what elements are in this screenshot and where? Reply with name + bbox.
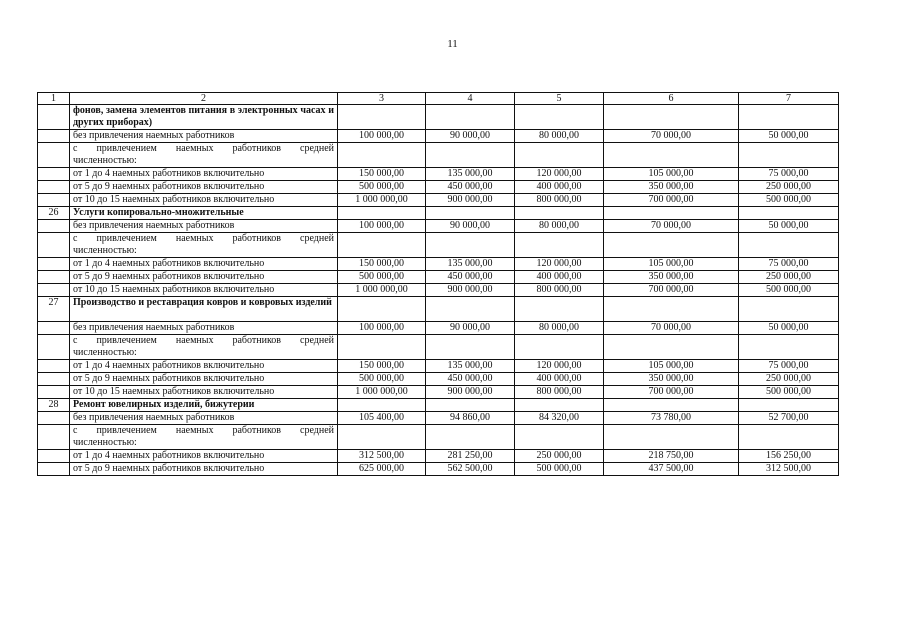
amount-cell-col5: 400 000,00 bbox=[515, 271, 604, 284]
section-title: Ремонт ювелирных изделий, бижутерии bbox=[70, 399, 338, 412]
row-number bbox=[38, 130, 70, 143]
table-row bbox=[38, 271, 839, 284]
column-header-1: 1 bbox=[38, 93, 70, 105]
amount-cell-col4: 900 000,00 bbox=[426, 386, 515, 399]
row-number bbox=[38, 258, 70, 271]
amount-cell-col4 bbox=[426, 233, 515, 258]
section-title-row bbox=[38, 297, 839, 322]
amount-cell-col4 bbox=[426, 143, 515, 168]
amount-cell-col5: 500 000,00 bbox=[515, 463, 604, 476]
amount-cell-col5 bbox=[515, 105, 604, 130]
table-row bbox=[38, 143, 839, 168]
amount-cell-col4: 94 860,00 bbox=[426, 412, 515, 425]
table-row bbox=[38, 386, 839, 399]
amount-cell-col7: 50 000,00 bbox=[739, 220, 839, 233]
amount-cell-col6 bbox=[604, 335, 739, 360]
amount-cell-col3 bbox=[338, 105, 426, 130]
row-number bbox=[38, 181, 70, 194]
table-row bbox=[38, 373, 839, 386]
amount-cell-col5: 800 000,00 bbox=[515, 284, 604, 297]
row-number bbox=[38, 373, 70, 386]
table-row bbox=[38, 360, 839, 373]
row-description: без привлечения наемных работников bbox=[70, 322, 338, 335]
table-row bbox=[38, 168, 839, 181]
amount-cell-col7 bbox=[739, 105, 839, 130]
amount-cell-col4: 450 000,00 bbox=[426, 181, 515, 194]
column-header-3: 3 bbox=[338, 93, 426, 105]
amount-cell-col7: 75 000,00 bbox=[739, 360, 839, 373]
amount-cell-col7: 500 000,00 bbox=[739, 194, 839, 207]
amount-cell-col6: 700 000,00 bbox=[604, 194, 739, 207]
row-description: без привлечения наемных работников bbox=[70, 220, 338, 233]
amount-cell-col5 bbox=[515, 143, 604, 168]
amount-cell-col6 bbox=[604, 425, 739, 450]
amount-cell-col5 bbox=[515, 399, 604, 412]
amount-cell-col5 bbox=[515, 425, 604, 450]
page-number: 11 bbox=[447, 38, 458, 50]
amount-cell-col7 bbox=[739, 143, 839, 168]
amount-cell-col3: 1 000 000,00 bbox=[338, 194, 426, 207]
section-title: фонов, замена элементов питания в электронных часах и других приборах) bbox=[70, 105, 338, 130]
table-body bbox=[38, 105, 839, 476]
column-header-7: 7 bbox=[739, 93, 839, 105]
section-title: Производство и реставрация ковров и ковровых изделий bbox=[70, 297, 338, 322]
table-row bbox=[38, 233, 839, 258]
table-row bbox=[38, 322, 839, 335]
amount-cell-col5: 400 000,00 bbox=[515, 181, 604, 194]
amount-cell-col7: 50 000,00 bbox=[739, 322, 839, 335]
amount-cell-col7: 312 500,00 bbox=[739, 463, 839, 476]
row-number bbox=[38, 168, 70, 181]
amount-cell-col5 bbox=[515, 335, 604, 360]
amount-cell-col6: 73 780,00 bbox=[604, 412, 739, 425]
amount-cell-col3: 105 400,00 bbox=[338, 412, 426, 425]
section-title: Услуги копировально-множительные bbox=[70, 207, 338, 220]
amount-cell-col4 bbox=[426, 105, 515, 130]
section-title-row bbox=[38, 105, 839, 130]
section-title-row bbox=[38, 399, 839, 412]
amount-cell-col5 bbox=[515, 233, 604, 258]
amount-cell-col4: 450 000,00 bbox=[426, 373, 515, 386]
amount-cell-col6: 700 000,00 bbox=[604, 386, 739, 399]
row-description: от 5 до 9 наемных работников включительно bbox=[70, 463, 338, 476]
table-header bbox=[38, 93, 839, 105]
amount-cell-col4: 562 500,00 bbox=[426, 463, 515, 476]
amount-cell-col3: 312 500,00 bbox=[338, 450, 426, 463]
amount-cell-col4 bbox=[426, 425, 515, 450]
column-header-2: 2 bbox=[70, 93, 338, 105]
table-row bbox=[38, 463, 839, 476]
amount-cell-col3 bbox=[338, 399, 426, 412]
amount-cell-col4 bbox=[426, 399, 515, 412]
row-description: от 1 до 4 наемных работников включительно bbox=[70, 168, 338, 181]
amount-cell-col7: 52 700,00 bbox=[739, 412, 839, 425]
row-number bbox=[38, 450, 70, 463]
amount-cell-col7: 156 250,00 bbox=[739, 450, 839, 463]
table-row bbox=[38, 181, 839, 194]
row-number bbox=[38, 220, 70, 233]
amount-cell-col7: 250 000,00 bbox=[739, 373, 839, 386]
amount-cell-col7: 500 000,00 bbox=[739, 284, 839, 297]
amount-cell-col5: 250 000,00 bbox=[515, 450, 604, 463]
row-description: от 1 до 4 наемных работников включительно bbox=[70, 450, 338, 463]
table-row bbox=[38, 220, 839, 233]
row-number bbox=[38, 425, 70, 450]
amount-cell-col5: 400 000,00 bbox=[515, 373, 604, 386]
amount-cell-col3: 100 000,00 bbox=[338, 322, 426, 335]
row-number bbox=[38, 463, 70, 476]
amount-cell-col3 bbox=[338, 143, 426, 168]
row-description: с привлечением наемных работников средней численностью: bbox=[70, 335, 338, 360]
amount-cell-col6: 218 750,00 bbox=[604, 450, 739, 463]
amount-cell-col4: 900 000,00 bbox=[426, 284, 515, 297]
amount-cell-col6: 350 000,00 bbox=[604, 181, 739, 194]
table-row bbox=[38, 450, 839, 463]
table-row bbox=[38, 194, 839, 207]
amount-cell-col6: 70 000,00 bbox=[604, 130, 739, 143]
amount-cell-col7: 250 000,00 bbox=[739, 271, 839, 284]
row-number: 27 bbox=[38, 297, 70, 322]
row-number: 28 bbox=[38, 399, 70, 412]
amount-cell-col4: 90 000,00 bbox=[426, 322, 515, 335]
row-description: от 10 до 15 наемных работников включительно bbox=[70, 284, 338, 297]
amount-cell-col7: 250 000,00 bbox=[739, 181, 839, 194]
table-row bbox=[38, 335, 839, 360]
amount-cell-col7 bbox=[739, 425, 839, 450]
amount-cell-col6: 350 000,00 bbox=[604, 271, 739, 284]
amount-cell-col5: 80 000,00 bbox=[515, 130, 604, 143]
row-description: от 5 до 9 наемных работников включительно bbox=[70, 271, 338, 284]
amount-cell-col5: 120 000,00 bbox=[515, 168, 604, 181]
amount-cell-col4: 90 000,00 bbox=[426, 220, 515, 233]
amount-cell-col6 bbox=[604, 105, 739, 130]
header-row bbox=[38, 93, 839, 105]
table-row bbox=[38, 258, 839, 271]
row-description: без привлечения наемных работников bbox=[70, 412, 338, 425]
amount-cell-col4: 135 000,00 bbox=[426, 258, 515, 271]
amount-cell-col3 bbox=[338, 335, 426, 360]
amount-cell-col6: 437 500,00 bbox=[604, 463, 739, 476]
amount-cell-col6: 105 000,00 bbox=[604, 168, 739, 181]
table-row bbox=[38, 412, 839, 425]
amount-cell-col5: 84 320,00 bbox=[515, 412, 604, 425]
row-description: от 5 до 9 наемных работников включительно bbox=[70, 373, 338, 386]
amount-cell-col6 bbox=[604, 297, 739, 322]
amount-cell-col5: 120 000,00 bbox=[515, 258, 604, 271]
row-number bbox=[38, 322, 70, 335]
row-description: с привлечением наемных работников средней численностью: bbox=[70, 233, 338, 258]
row-description: от 10 до 15 наемных работников включительно bbox=[70, 386, 338, 399]
amount-cell-col6 bbox=[604, 207, 739, 220]
row-number: 26 bbox=[38, 207, 70, 220]
amount-cell-col3 bbox=[338, 233, 426, 258]
amount-cell-col4: 90 000,00 bbox=[426, 130, 515, 143]
amount-cell-col7 bbox=[739, 207, 839, 220]
amount-cell-col6: 70 000,00 bbox=[604, 220, 739, 233]
amount-cell-col6: 105 000,00 bbox=[604, 258, 739, 271]
amount-cell-col4 bbox=[426, 207, 515, 220]
amount-cell-col3: 150 000,00 bbox=[338, 168, 426, 181]
amount-cell-col4: 450 000,00 bbox=[426, 271, 515, 284]
amount-cell-col7 bbox=[739, 233, 839, 258]
row-number bbox=[38, 105, 70, 130]
amount-cell-col3: 500 000,00 bbox=[338, 373, 426, 386]
amount-cell-col7 bbox=[739, 399, 839, 412]
row-description: от 10 до 15 наемных работников включительно bbox=[70, 194, 338, 207]
amount-cell-col5: 120 000,00 bbox=[515, 360, 604, 373]
amount-cell-col7: 75 000,00 bbox=[739, 258, 839, 271]
section-title-row bbox=[38, 207, 839, 220]
amount-cell-col4: 135 000,00 bbox=[426, 360, 515, 373]
row-description: без привлечения наемных работников bbox=[70, 130, 338, 143]
row-number bbox=[38, 284, 70, 297]
row-number bbox=[38, 360, 70, 373]
row-description: от 5 до 9 наемных работников включительно bbox=[70, 181, 338, 194]
amount-cell-col3: 150 000,00 bbox=[338, 258, 426, 271]
amount-cell-col7: 500 000,00 bbox=[739, 386, 839, 399]
row-number bbox=[38, 412, 70, 425]
amount-cell-col5: 800 000,00 bbox=[515, 386, 604, 399]
amount-cell-col6 bbox=[604, 143, 739, 168]
row-description: от 1 до 4 наемных работников включительно bbox=[70, 258, 338, 271]
amount-cell-col5 bbox=[515, 207, 604, 220]
row-number bbox=[38, 143, 70, 168]
amount-cell-col6 bbox=[604, 233, 739, 258]
table-row bbox=[38, 425, 839, 450]
amount-cell-col5 bbox=[515, 297, 604, 322]
amount-cell-col3: 100 000,00 bbox=[338, 130, 426, 143]
amount-cell-col7 bbox=[739, 297, 839, 322]
amount-cell-col5: 80 000,00 bbox=[515, 220, 604, 233]
amount-cell-col6: 70 000,00 bbox=[604, 322, 739, 335]
amount-cell-col3: 500 000,00 bbox=[338, 181, 426, 194]
amount-cell-col7 bbox=[739, 335, 839, 360]
column-header-6: 6 bbox=[604, 93, 739, 105]
amount-cell-col3 bbox=[338, 297, 426, 322]
amount-cell-col6: 105 000,00 bbox=[604, 360, 739, 373]
row-description: с привлечением наемных работников средней численностью: bbox=[70, 425, 338, 450]
amount-cell-col6 bbox=[604, 399, 739, 412]
table-row bbox=[38, 284, 839, 297]
amount-cell-col4 bbox=[426, 335, 515, 360]
amount-cell-col6: 350 000,00 bbox=[604, 373, 739, 386]
amount-cell-col7: 75 000,00 bbox=[739, 168, 839, 181]
amount-cell-col3 bbox=[338, 207, 426, 220]
amount-cell-col7: 50 000,00 bbox=[739, 130, 839, 143]
amount-cell-col5: 80 000,00 bbox=[515, 322, 604, 335]
row-description: с привлечением наемных работников средней численностью: bbox=[70, 143, 338, 168]
amount-cell-col6: 700 000,00 bbox=[604, 284, 739, 297]
amount-cell-col3: 1 000 000,00 bbox=[338, 386, 426, 399]
table-row bbox=[38, 130, 839, 143]
amount-cell-col3: 1 000 000,00 bbox=[338, 284, 426, 297]
column-header-4: 4 bbox=[426, 93, 515, 105]
amount-cell-col5: 800 000,00 bbox=[515, 194, 604, 207]
amount-cell-col4: 281 250,00 bbox=[426, 450, 515, 463]
amount-cell-col3 bbox=[338, 425, 426, 450]
amount-cell-col4: 900 000,00 bbox=[426, 194, 515, 207]
amount-cell-col3: 625 000,00 bbox=[338, 463, 426, 476]
amount-cell-col3: 150 000,00 bbox=[338, 360, 426, 373]
amount-cell-col4: 135 000,00 bbox=[426, 168, 515, 181]
column-header-5: 5 bbox=[515, 93, 604, 105]
row-description: от 1 до 4 наемных работников включительно bbox=[70, 360, 338, 373]
amount-cell-col3: 500 000,00 bbox=[338, 271, 426, 284]
row-number bbox=[38, 271, 70, 284]
amount-cell-col4 bbox=[426, 297, 515, 322]
row-number bbox=[38, 233, 70, 258]
row-number bbox=[38, 386, 70, 399]
row-number bbox=[38, 335, 70, 360]
amount-cell-col3: 100 000,00 bbox=[338, 220, 426, 233]
fee-table bbox=[37, 92, 839, 476]
row-number bbox=[38, 194, 70, 207]
